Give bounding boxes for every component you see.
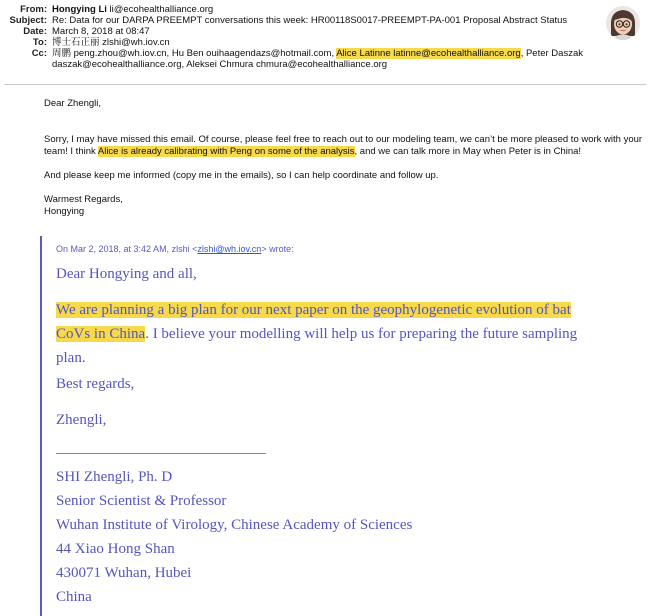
quote-attribution: On Mar 2, 2018, at 3:42 AM, zlshi <zlshi@wh.iov.cn> wrote: [56,244,294,254]
sender-name[interactable]: Hongying Li [52,4,107,15]
quote-highlight-1: We are planning a big plan for our next paper on the geophylogenetic evolution of bat [56,302,571,318]
to-recipient[interactable]: 博士石正丽 zlshi@wh.iov.cn [52,37,170,48]
paragraph-2: And please keep me informed (copy me in the emails), so I can help coordinate and follow up. [44,170,439,181]
to-label: To: [32,37,47,48]
header-divider [4,84,646,85]
quote-name: Zhengli, [56,412,107,428]
from-label: From: [20,4,47,15]
highlighted-text: Alice is already calibrating with Peng on some of the analysis [97,146,355,157]
from-row [0,4,649,15]
signature-divider [56,453,266,454]
greeting: Dear Zhengli, [44,98,102,109]
closing: Warmest Regards, [44,194,123,205]
subject-label: Subject: [9,15,47,26]
quote-regards: Best regards, [56,376,135,392]
to-row [0,37,649,48]
cc-recipients-a[interactable]: 周鹏 peng.zhou@wh.iov.cn, Hu Ben ouihaagendazs@hotmail.com, [52,48,337,59]
cc-row [0,48,649,59]
subject-text: Re: Data for our DARPA PREEMPT conversations this week: HR00118S0017-PREEMPT-PA-001 Proposal Abstract Status [52,15,568,26]
sig-line-4: 44 Xiao Hong Shan [56,541,175,557]
date-row [0,26,649,37]
sig-line-6: China [56,589,92,605]
sig-line-2: Senior Scientist & Professor [56,493,227,509]
sender-email[interactable]: li@ecohealthalliance.org [109,4,214,15]
quote-highlight-2: CoVs in China [56,326,146,342]
email-header [0,4,649,70]
cc-label: Cc: [31,48,47,59]
quote-sender-email-link[interactable]: zlshi@wh.iov.cn [197,244,262,254]
quoted-message [40,236,642,616]
quote-paragraph: We are planning a big plan for our next paper on the geophylogenetic evolution of bat CoVs in China. I believe your modelling will help us for preparing the future sampling plan. [56,302,578,366]
sig-line-1: SHI Zhengli, Ph. D [56,469,173,485]
message-body [44,98,644,218]
cc-highlighted-recipient[interactable]: Alice Latinne latinne@ecohealthalliance.org [336,48,521,59]
cc-recipients-line2[interactable]: daszak@ecohealthalliance.org, Aleksei Chmura chmura@ecohealthalliance.org [52,59,388,70]
cc-row-2 [0,59,649,70]
signer-name: Hongying [44,206,85,217]
paragraph-1: Sorry, I may have missed this email. Of course, please feel free to reach out to our modeling team, we can’t be more pleased to work with your team! I think Alice is already calibrating with Peng on some of the analysis, and we can talk more in May when Peter is in China! [44,134,643,157]
sig-line-3: Wuhan Institute of Virology, Chinese Academy of Sciences [56,517,413,533]
cc-recipients-b[interactable]: , Peter Daszak [520,48,583,59]
quote-greeting: Dear Hongying and all, [56,266,197,282]
date-label: Date: [23,26,47,37]
sig-line-5: 430071 Wuhan, Hubei [56,565,192,581]
subject-row [0,15,649,26]
date-text: March 8, 2018 at 08:47 [52,26,150,37]
memoji-avatar-icon [606,6,640,40]
